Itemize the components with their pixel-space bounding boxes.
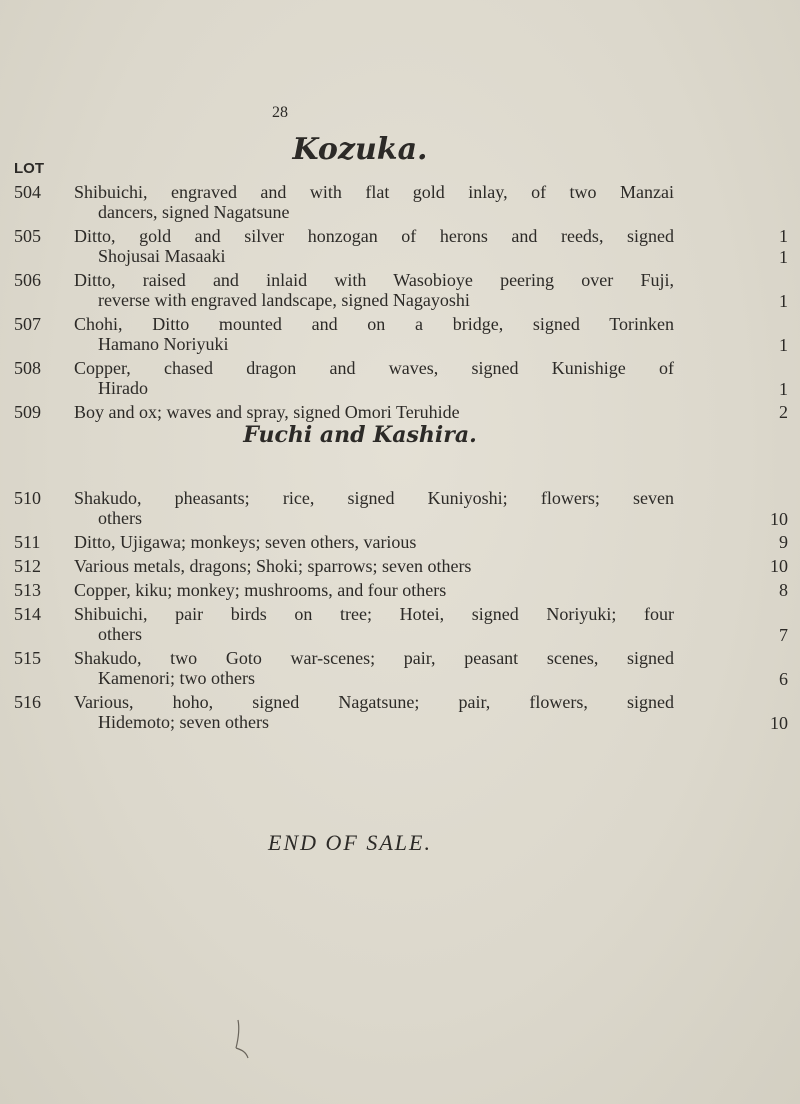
lot-description [74,488,674,528]
lot-number: 512 [14,556,41,576]
lot-description [74,402,674,422]
lot-number: 515 [14,648,41,668]
lot-quantity: 1 [779,291,788,311]
lot-quantity: 9 [779,532,788,552]
lot-description-line: Shakudo, two Goto war-scenes; pair, peasant scenes, signed [74,648,674,668]
lot-description-line: Ditto, gold and silver honzogan of herons and reeds, signed [74,226,674,246]
lot-description [74,358,674,398]
lot-description-line: Shakudo, pheasants; rice, signed Kuniyoshi; flowers; seven [74,488,674,508]
section-heading: Fuchi and Kashira. [243,422,477,448]
lot-description-line: Shibuichi, engraved and with flat gold inlay, of two Manzai [74,182,674,202]
lot-description-line: Copper, kiku; monkey; mushrooms, and four others [74,580,447,600]
lot-number: 511 [14,532,41,552]
lot-quantity: 1 [779,226,788,246]
lot-description [74,270,674,310]
lot-description-line: Hamano Noriyuki [98,334,229,354]
lot-description-line: Shojusai Masaaki [98,246,226,266]
lot-quantity: 1 [779,335,788,355]
end-of-sale-text: END OF SALE. [268,830,432,855]
lot-description-line: Boy and ox; waves and spray, signed Omori Teruhide [74,402,460,422]
lot-description [74,556,674,576]
lot-column-header: LOT [14,160,44,177]
lot-description [74,182,674,222]
lot-quantity: 10 [770,509,788,529]
lot-description-line: Various, hoho, signed Nagatsune; pair, flowers, signed [74,692,674,712]
lot-number: 508 [14,358,41,378]
lot-number: 505 [14,226,41,246]
lot-description [74,314,674,354]
lot-quantity: 1 [779,247,788,267]
lot-number: 510 [14,488,41,508]
lot-description-line: Copper, chased dragon and waves, signed Kunishige of [74,358,674,378]
lot-description-line: Shibuichi, pair birds on tree; Hotei, signed Noriyuki; four [74,604,674,624]
lot-quantity: 7 [779,625,788,645]
lot-description [74,648,674,688]
page-title: Kozuka. [292,132,428,167]
lot-quantity: 8 [779,580,788,600]
lot-description-line: Hidemoto; seven others [98,712,269,732]
lot-number: 504 [14,182,41,202]
lot-number: 514 [14,604,41,624]
page-number: 28 [272,104,288,121]
lot-description-line: dancers, signed Nagatsune [98,202,290,222]
lot-description-line: Hirado [98,378,148,398]
lot-description-line: others [98,624,142,644]
lot-number: 509 [14,402,41,422]
lot-description [74,532,674,552]
lot-quantity: 10 [770,713,788,733]
lot-description-line: Ditto, Ujigawa; monkeys; seven others, various [74,532,417,552]
lot-description [74,604,674,644]
lot-description-line: reverse with engraved landscape, signed Nagayoshi [98,290,470,310]
lot-quantity: 10 [770,556,788,576]
lot-number: 506 [14,270,41,290]
lot-description [74,580,674,600]
lot-description [74,226,674,266]
lot-description [74,692,674,732]
lot-number: 516 [14,692,41,712]
lot-description-line: Chohi, Ditto mounted and on a bridge, signed Torinken [74,314,674,334]
lot-description-line: others [98,508,142,528]
lot-description-line: Various metals, dragons; Shoki; sparrows; seven others [74,556,472,576]
lot-quantity: 6 [779,669,788,689]
lot-number: 513 [14,580,41,600]
lot-description-line: Ditto, raised and inlaid with Wasobioye peering over Fuji, [74,270,674,290]
pencil-mark [232,1018,256,1060]
lot-description-line: Kamenori; two others [98,668,255,688]
lot-number: 507 [14,314,41,334]
lot-quantity: 2 [779,402,788,422]
lot-quantity: 1 [779,379,788,399]
